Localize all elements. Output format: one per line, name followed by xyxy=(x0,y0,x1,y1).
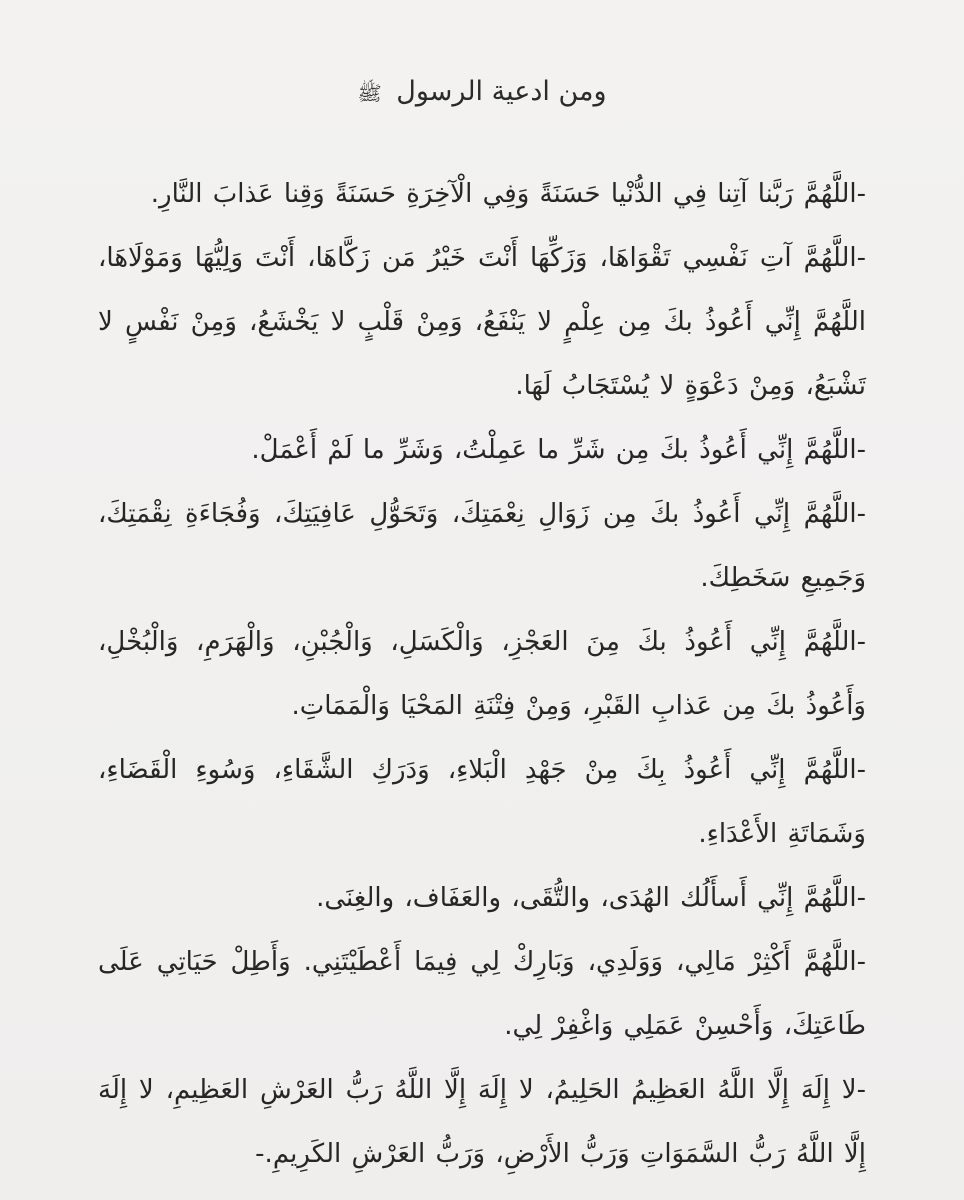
dua-item: -لا إِلَهَ إِلَّا اللَّهُ العَظِيمُ الحَلِيمُ، لا إِلَهَ إِلَّا اللَّهُ رَبُّ العَرْشِ العَظِيمِ، لا إِلَهَ إِلَّا اللَّهُ رَبُّ السَّمَوَاتِ وَرَبُّ الأَرْضِ، وَرَبُّ العَرْشِ الكَرِيمِ.- xyxy=(98,1075,866,1169)
dua-item: -اللَّهُمَّ أَكْثِرْ مَالِي، وَوَلَدِي، وَبَارِكْ لِي فِيمَا أَعْطَيْتَنِي. وَأَطِلْ حَيَاتِي عَلَى طَاعَتِكَ، وَأَحْسِنْ عَمَلِي وَاغْفِرْ لِي. xyxy=(98,947,866,1041)
dua-item: -اللَّهُمَّ آتِ نَفْسِي تَقْوَاهَا، وَزَكِّهَا أَنْتَ خَيْرُ مَن زَكَّاهَا، أَنْتَ وَلِيُّهَا وَمَوْلَاهَا، اللَّهُمَّ إِنِّي أَعُوذُ بكَ مِن عِلْمٍ لا يَنْفَعُ، وَمِنْ قَلْبٍ لا يَخْشَعُ، وَمِنْ نَفْسٍ لا تَشْبَعُ، وَمِنْ دَعْوَةٍ لا يُسْتَجَابُ لَهَا. xyxy=(98,243,866,401)
page-title xyxy=(98,62,866,122)
dua-item: -اللَّهُمَّ رَبَّنا آتِنا فِي الدُّنْيا حَسَنَةً وَفِي الْآخِرَةِ حَسَنَةً وَقِنا عَذابَ النَّارِ. xyxy=(150,179,866,209)
honorific-text: ﷺ xyxy=(357,81,382,105)
dua-item: -اللَّهُمَّ إِنِّي أَعُوذُ بكَ مِنَ العَجْزِ، وَالْكَسَلِ، وَالْجُبْنِ، وَالْهَرَمِ، وَالْبُخْلِ، وَأَعُوذُ بكَ مِن عَذابِ القَبْرِ، وَمِنْ فِتْنَةِ المَحْيَا وَالْمَمَاتِ. xyxy=(98,627,866,721)
dua-item: -اللَّهُمَّ إِنِّي أَعُوذُ بكَ مِن زَوَالِ نِعْمَتِكَ، وَتَحَوُّلِ عَافِيَتِكَ، وَفُجَاءَةِ نِقْمَتِكَ، وَجَمِيعِ سَخَطِكَ. xyxy=(98,499,866,593)
dua-item: -اللَّهُمَّ إِنِّي أَعُوذُ بِكَ مِنْ جَهْدِ الْبَلاءِ، وَدَرَكِ الشَّقَاءِ، وَسُوءِ الْقَضَاءِ، وَشَمَاتَةِ الأَعْدَاءِ. xyxy=(98,755,866,849)
dua-item: -اللَّهُمَّ إِنِّي أَسأَلُك الهُدَى، والتُّقَى، والعَفَاف، والغِنَى. xyxy=(316,883,866,913)
page-title-text: ومن ادعية الرسول xyxy=(396,76,607,107)
dua-list xyxy=(98,162,866,1186)
dua-item: -اللَّهُمَّ إِنِّي أَعُوذُ بكَ مِن شَرِّ ما عَمِلْتُ، وَشَرِّ ما لَمْ أَعْمَلْ. xyxy=(251,435,866,465)
